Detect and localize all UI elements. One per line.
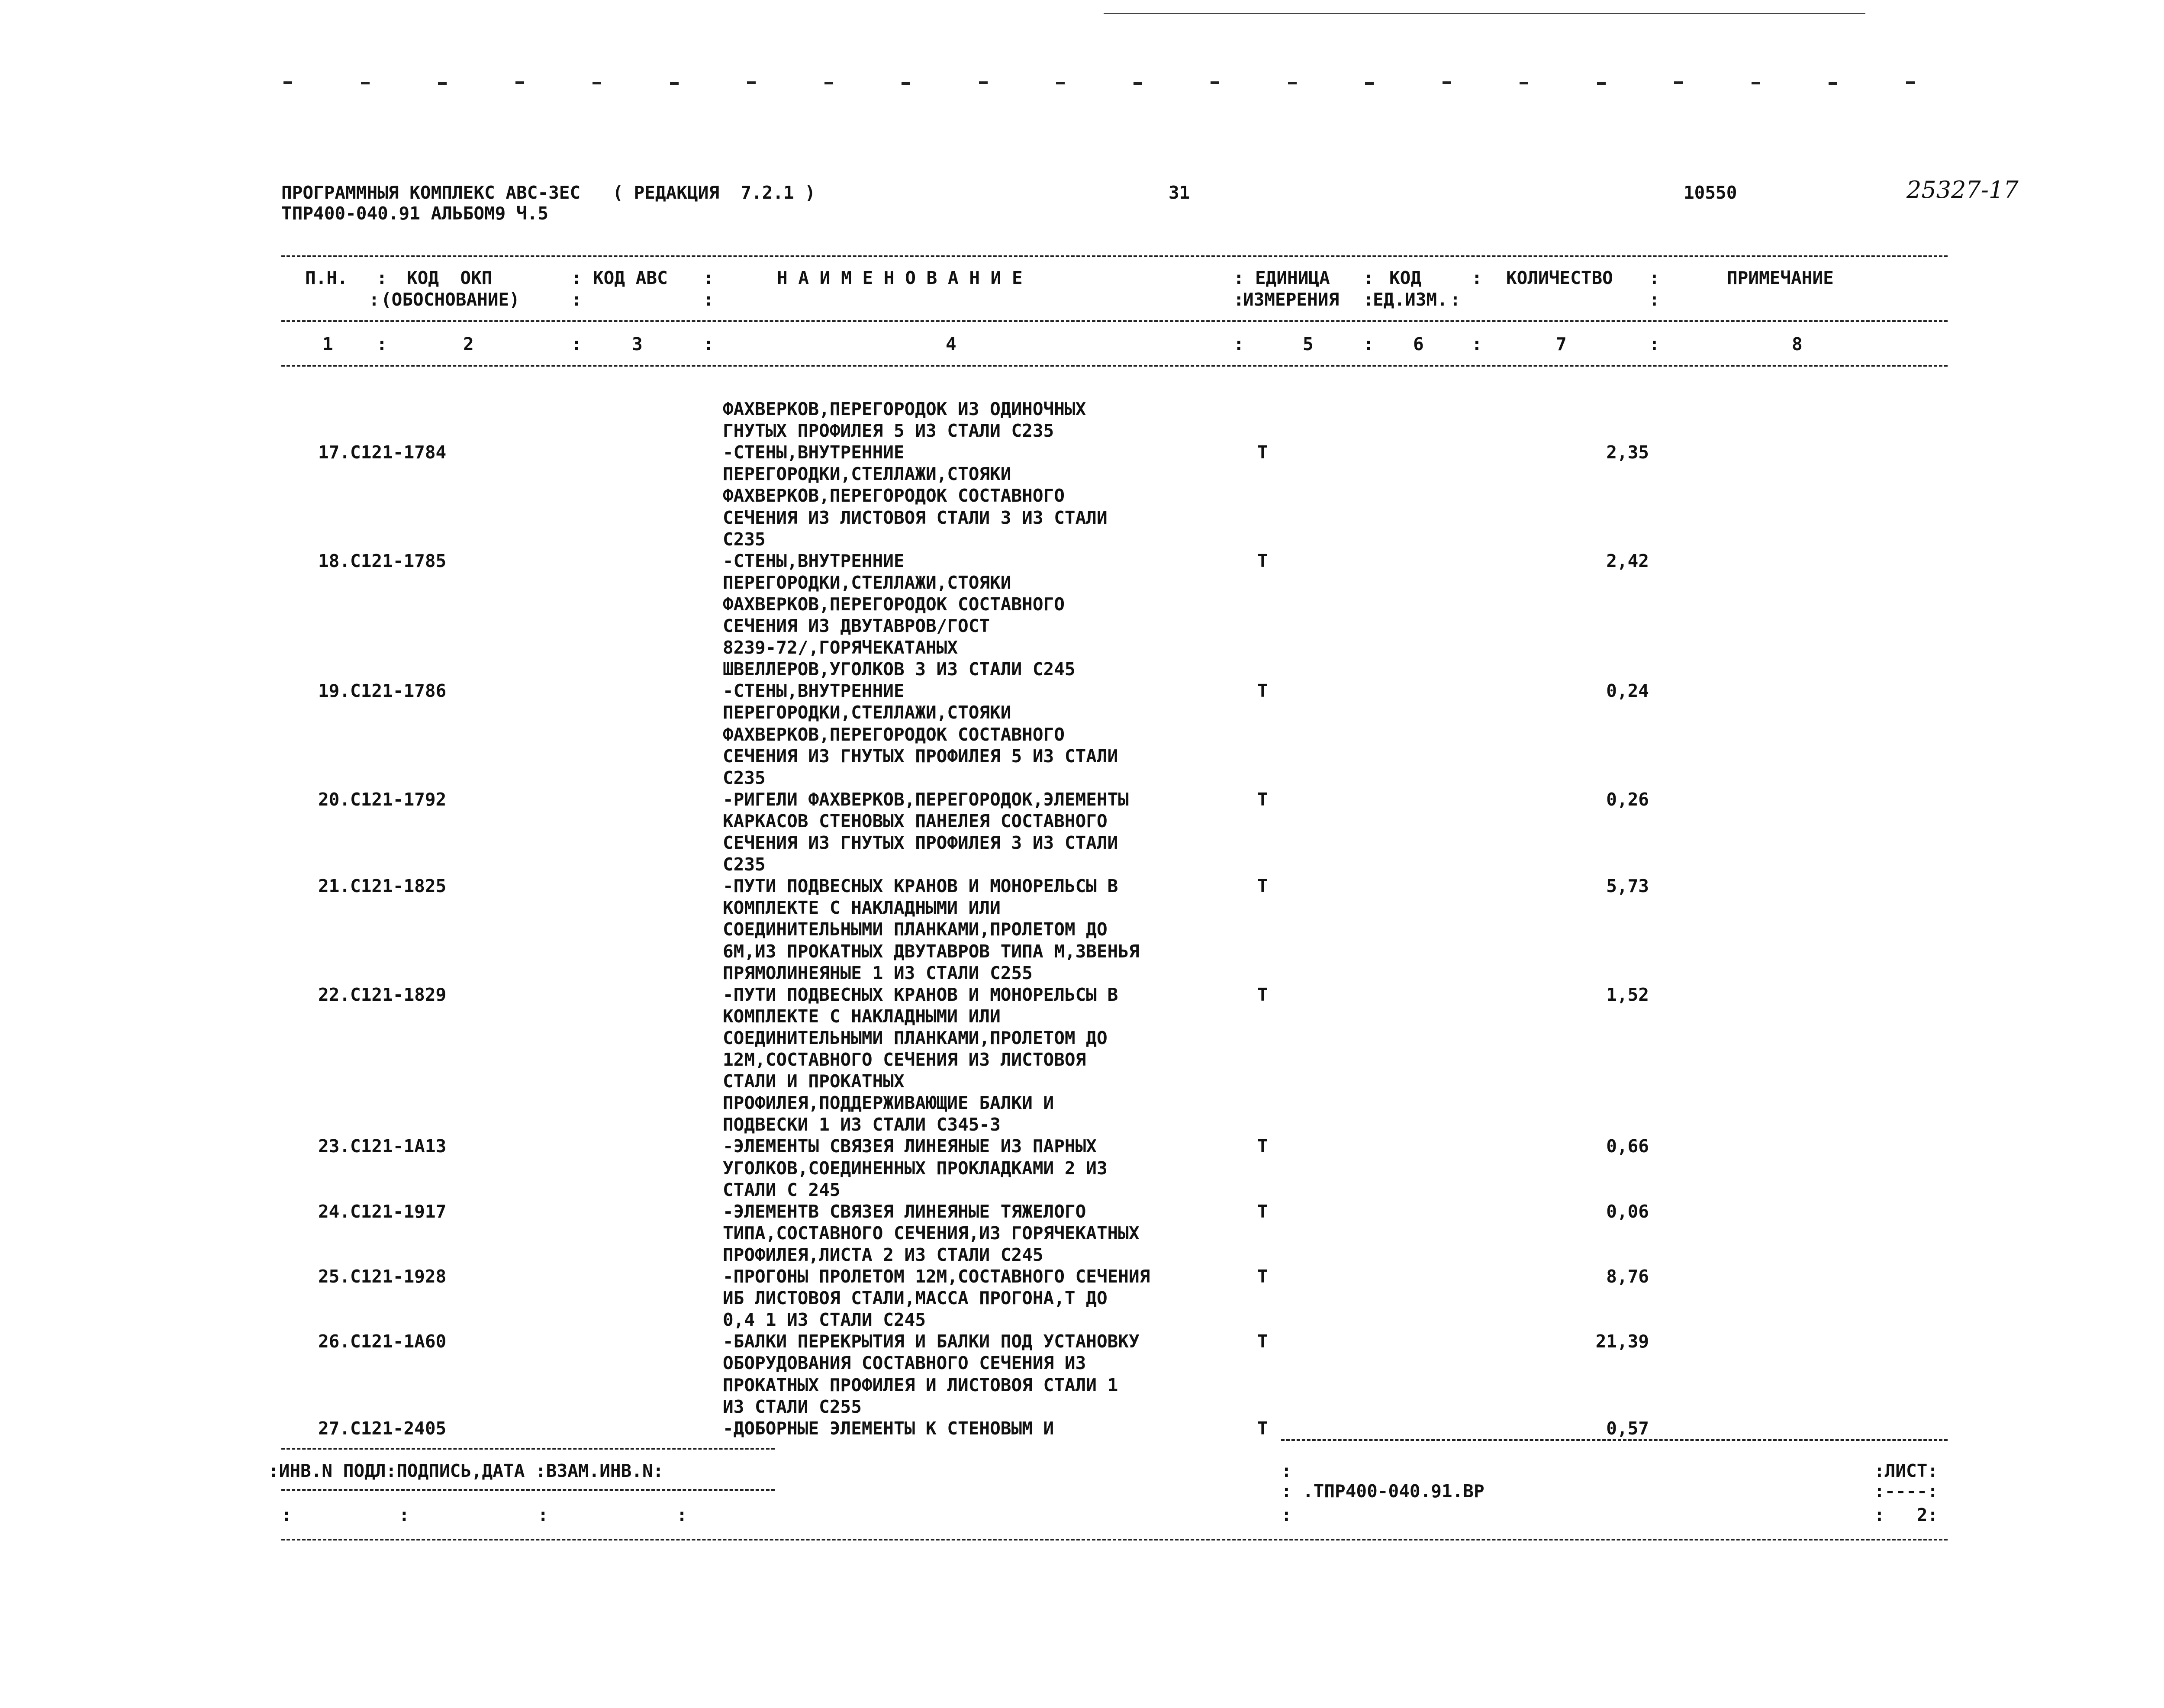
col-header-unit-2: ИЗМЕРЕНИЯ (1243, 289, 1340, 310)
row-code: 19.С121-1786 (318, 680, 447, 701)
description-line: -СТЕНЫ,ВНУТРЕННИЕ (723, 442, 905, 463)
footer-bottom-rule (281, 1539, 1948, 1540)
table-numbers-rule (281, 365, 1948, 367)
col-sep: : (377, 334, 387, 354)
row-code: 18.С121-1785 (318, 551, 447, 571)
dash-mark (902, 82, 910, 85)
description-line: ОБОРУДОВАНИЯ СОСТАВНОГО СЕЧЕНИЯ ИЗ (723, 1353, 1086, 1373)
sheet-label: :ЛИСТ: (1874, 1460, 1939, 1481)
col-header-name: Н А И М Е Н О В А Н И Е (777, 267, 1023, 288)
row-quantity: 5,73 (1606, 876, 1649, 896)
col-header-okp: КОД ОКП (407, 267, 493, 288)
col-header-pn: П.Н. (305, 267, 348, 288)
description-line: ПРЯМОЛИНЕЯНЫЕ 1 ИЗ СТАЛИ С255 (723, 963, 1033, 983)
row-quantity: 8,76 (1606, 1266, 1649, 1287)
description-line: -ПУТИ ПОДВЕСНЫХ КРАНОВ И МОНОРЕЛЬСЫ В (723, 984, 1118, 1005)
description-line: ТИПА,СОСТАВНОГО СЕЧЕНИЯ,ИЗ ГОРЯЧЕКАТНЫХ (723, 1223, 1140, 1244)
row-quantity: 0,06 (1606, 1201, 1649, 1222)
row-code: 27.С121-2405 (318, 1418, 447, 1439)
col-sep: : (1233, 289, 1244, 310)
row-quantity: 2,35 (1606, 442, 1649, 463)
dash-mark (1134, 82, 1142, 85)
row-code: 21.С121-1825 (318, 876, 447, 896)
footer-left-cells: : : : : (281, 1505, 687, 1525)
dash-mark (361, 82, 370, 84)
album-title: ТПР400-040.91 АЛЬБОМ9 Ч.5 (281, 203, 549, 224)
col-sep: : (369, 289, 380, 310)
dash-mark (1288, 82, 1297, 84)
col-header-qty: КОЛИЧЕСТВО (1506, 267, 1613, 288)
col-sep: : (1450, 289, 1461, 310)
description-line: КОМПЛЕКТЕ С НАКЛАДНЫМИ ИЛИ (723, 1006, 1001, 1027)
description-line: -СТЕНЫ,ВНУТРЕННИЕ (723, 551, 905, 571)
description-line: ШВЕЛЛЕРОВ,УГОЛКОВ 3 ИЗ СТАЛИ С245 (723, 659, 1076, 680)
description-line: 8239-72/,ГОРЯЧЕКАТАНЫХ (723, 637, 958, 658)
col-number: 3 (632, 334, 643, 354)
row-unit: Т (1257, 789, 1268, 810)
table-header-rule (281, 320, 1948, 322)
dash-mark (283, 81, 292, 84)
description-line: -РИГЕЛИ ФАХВЕРКОВ,ПЕРЕГОРОДОК,ЭЛЕМЕНТЫ (723, 789, 1129, 810)
description-line: ПРОФИЛЕЯ,ЛИСТА 2 ИЗ СТАЛИ С245 (723, 1244, 1043, 1265)
row-quantity: 21,39 (1595, 1331, 1649, 1352)
dash-mark (1752, 82, 1760, 84)
row-code: 20.С121-1792 (318, 789, 447, 810)
description-line: ПЕРЕГОРОДКИ,СТЕЛЛАЖИ,СТОЯКИ (723, 572, 1011, 593)
description-line: ФАХВЕРКОВ,ПЕРЕГОРОДОК СОСТАВНОГО (723, 485, 1065, 506)
doc-code: .ТПР400-040.91.ВР (1303, 1481, 1485, 1502)
description-line: ПОДВЕСКИ 1 ИЗ СТАЛИ С345-3 (723, 1114, 1001, 1135)
col-header-abc: КОД АВС (593, 267, 668, 288)
description-line: 0,4 1 ИЗ СТАЛИ С245 (723, 1309, 926, 1330)
row-code: 24.С121-1917 (318, 1201, 447, 1222)
footer-colon: : (1281, 1505, 1292, 1525)
row-code: 23.С121-1А13 (318, 1136, 447, 1157)
col-sep: : (703, 267, 714, 288)
dash-mark (593, 82, 601, 84)
dash-mark (1056, 82, 1065, 84)
col-number: 7 (1556, 334, 1567, 354)
description-line: -ЭЛЕМЕНТЫ СВЯЗЕЯ ЛИНЕЯНЫЕ ИЗ ПАРНЫХ (723, 1136, 1097, 1157)
dash-mark (1597, 82, 1606, 85)
description-line: КОМПЛЕКТЕ С НАКЛАДНЫМИ ИЛИ (723, 897, 1001, 918)
sheet-separator: :----: (1874, 1481, 1939, 1502)
description-line: ИЗ СТАЛИ С255 (723, 1396, 862, 1417)
description-line: -ПРОГОНЫ ПРОЛЕТОМ 12М,СОСТАВНОГО СЕЧЕНИЯ (723, 1266, 1150, 1287)
row-code: 22.С121-1829 (318, 984, 447, 1005)
col-sep: : (377, 267, 387, 288)
description-line: ПЕРЕГОРОДКИ,СТЕЛЛАЖИ,СТОЯКИ (723, 702, 1011, 723)
dash-mark (747, 81, 756, 84)
col-header-unitcode-2: ЕД.ИЗМ. (1373, 289, 1448, 310)
row-unit: Т (1257, 876, 1268, 896)
col-header-okp-basis: (ОБОСНОВАНИЕ) (381, 289, 520, 310)
row-unit: Т (1257, 442, 1268, 463)
description-line: СОЕДИНИТЕЛЬНЫМИ ПЛАНКАМИ,ПРОЛЕТОМ ДО (723, 1028, 1108, 1048)
description-line: -ДОБОРНЫЕ ЭЛЕМЕНТЫ К СТЕНОВЫМ И (723, 1418, 1054, 1439)
description-line: СТАЛИ И ПРОКАТНЫХ (723, 1071, 905, 1092)
description-line: -ЭЛЕМЕНТВ СВЯЗЕЯ ЛИНЕЯНЫЕ ТЯЖЕЛОГО (723, 1201, 1086, 1222)
dash-mark (824, 82, 833, 84)
dash-mark (1674, 81, 1683, 84)
col-number: 8 (1792, 334, 1803, 354)
row-code: 26.С121-1А60 (318, 1331, 447, 1352)
dash-mark (515, 81, 524, 84)
description-line: 12М,СОСТАВНОГО СЕЧЕНИЯ ИЗ ЛИСТОВОЯ (723, 1049, 1086, 1070)
dash-mark (1906, 81, 1915, 84)
col-sep: : (703, 289, 714, 310)
handwritten-number: 25327-17 (1906, 176, 2019, 203)
col-number: 6 (1413, 334, 1424, 354)
row-quantity: 1,52 (1606, 984, 1649, 1005)
description-line: ФАХВЕРКОВ,ПЕРЕГОРОДОК ИЗ ОДИНОЧНЫХ (723, 399, 1086, 419)
footer-colon: : (1281, 1460, 1292, 1481)
description-line: ПРОФИЛЕЯ,ПОДДЕРЖИВАЮЩИЕ БАЛКИ И (723, 1092, 1054, 1113)
description-line: СЕЧЕНИЯ ИЗ ЛИСТОВОЯ СТАЛИ 3 ИЗ СТАЛИ (723, 507, 1108, 528)
description-line: ИБ ЛИСТОВОЯ СТАЛИ,МАССА ПРОГОНА,Т ДО (723, 1288, 1108, 1308)
col-sep: : (571, 334, 582, 354)
col-header-note: ПРИМЕЧАНИЕ (1727, 267, 1834, 288)
dash-mark (979, 81, 988, 84)
description-line: ПРОКАТНЫХ ПРОФИЛЕЯ И ЛИСТОВОЯ СТАЛИ 1 (723, 1375, 1118, 1395)
description-line: 6М,ИЗ ПРОКАТНЫХ ДВУТАВРОВ ТИПА М,ЗВЕНЬЯ (723, 941, 1140, 962)
dash-mark (1829, 82, 1837, 85)
description-line: СЕЧЕНИЯ ИЗ ГНУТЫХ ПРОФИЛЕЯ 5 ИЗ СТАЛИ (723, 746, 1118, 767)
description-line: С235 (723, 529, 766, 550)
description-line: СЕЧЕНИЯ ИЗ ГНУТЫХ ПРОФИЛЕЯ 3 ИЗ СТАЛИ (723, 832, 1118, 853)
description-line: -ПУТИ ПОДВЕСНЫХ КРАНОВ И МОНОРЕЛЬСЫ В (723, 876, 1118, 896)
dash-mark (1443, 81, 1451, 84)
col-sep: : (703, 334, 714, 354)
col-sep: : (1233, 267, 1244, 288)
description-line: ФАХВЕРКОВ,ПЕРЕГОРОДОК СОСТАВНОГО (723, 724, 1065, 745)
row-quantity: 0,57 (1606, 1418, 1649, 1439)
dash-mark (1211, 81, 1219, 84)
col-sep: : (571, 289, 582, 310)
footer-top-rule-right (1281, 1439, 1948, 1441)
dash-mark (670, 82, 679, 85)
col-sep: : (571, 267, 582, 288)
col-number: 5 (1303, 334, 1314, 354)
col-sep: : (1649, 267, 1660, 288)
row-quantity: 2,42 (1606, 551, 1649, 571)
description-line: -СТЕНЫ,ВНУТРЕННИЕ (723, 680, 905, 701)
description-line: С235 (723, 767, 766, 788)
description-line: УГОЛКОВ,СОЕДИНЕННЫХ ПРОКЛАДКАМИ 2 ИЗ (723, 1158, 1108, 1179)
footer-left-header: :ИНВ.N ПОДЛ:ПОДПИСЬ,ДАТА :ВЗАМ.ИНВ.N: (268, 1460, 664, 1481)
dash-mark (1520, 82, 1528, 84)
description-line: СОЕДИНИТЕЛЬНЫМИ ПЛАНКАМИ,ПРОЛЕТОМ ДО (723, 919, 1108, 940)
row-unit: Т (1257, 1201, 1268, 1222)
row-unit: Т (1257, 1136, 1268, 1157)
description-line: ФАХВЕРКОВ,ПЕРЕГОРОДОК СОСТАВНОГО (723, 594, 1065, 615)
col-sep: : (1363, 267, 1374, 288)
row-quantity: 0,24 (1606, 680, 1649, 701)
col-number: 1 (322, 334, 333, 354)
dash-mark (1365, 82, 1374, 85)
sheet-number: : 2: (1874, 1505, 1939, 1525)
row-code: 17.С121-1784 (318, 442, 447, 463)
col-number: 2 (463, 334, 474, 354)
col-sep: : (1472, 267, 1482, 288)
row-unit: Т (1257, 1266, 1268, 1287)
col-sep: : (1472, 334, 1482, 354)
description-line: ГНУТЫХ ПРОФИЛЕЯ 5 ИЗ СТАЛИ С235 (723, 420, 1054, 441)
description-line: КАРКАСОВ СТЕНОВЫХ ПАНЕЛЕЯ СОСТАВНОГО (723, 811, 1108, 831)
col-sep: : (1233, 334, 1244, 354)
col-header-unit: ЕДИНИЦА (1255, 267, 1330, 288)
row-unit: Т (1257, 680, 1268, 701)
row-quantity: 0,66 (1606, 1136, 1649, 1157)
col-sep: : (1649, 334, 1660, 354)
col-sep: : (1363, 334, 1374, 354)
description-line: С235 (723, 854, 766, 875)
table-top-rule (281, 255, 1948, 257)
row-unit: Т (1257, 1331, 1268, 1352)
row-unit: Т (1257, 984, 1268, 1005)
row-quantity: 0,26 (1606, 789, 1649, 810)
description-line: ПЕРЕГОРОДКИ,СТЕЛЛАЖИ,СТОЯКИ (723, 464, 1011, 484)
col-sep: : (1363, 289, 1374, 310)
footer-colon: : (1281, 1481, 1292, 1502)
program-title: ПРОГРАММНЫЯ КОМПЛЕКС АВС-3ЕС ( РЕДАКЦИЯ 7.2.1 ) (281, 182, 816, 203)
description-line: СЕЧЕНИЯ ИЗ ДВУТАВРОВ/ГОСТ (723, 616, 990, 636)
footer-mid-rule-left (281, 1489, 775, 1491)
col-sep: : (1649, 289, 1660, 310)
col-header-unitcode: КОД (1389, 267, 1422, 288)
code-number: 10550 (1684, 182, 1737, 203)
row-unit: Т (1257, 1418, 1268, 1439)
col-number: 4 (946, 334, 956, 354)
footer-top-rule-left (281, 1448, 775, 1450)
row-code: 25.С121-1928 (318, 1266, 447, 1287)
dash-mark (438, 82, 447, 85)
row-unit: Т (1257, 551, 1268, 571)
page-number: 31 (1169, 182, 1190, 203)
description-line: СТАЛИ С 245 (723, 1179, 840, 1200)
top-rule (1104, 13, 1865, 14)
description-line: -БАЛКИ ПЕРЕКРЫТИЯ И БАЛКИ ПОД УСТАНОВКУ (723, 1331, 1140, 1352)
